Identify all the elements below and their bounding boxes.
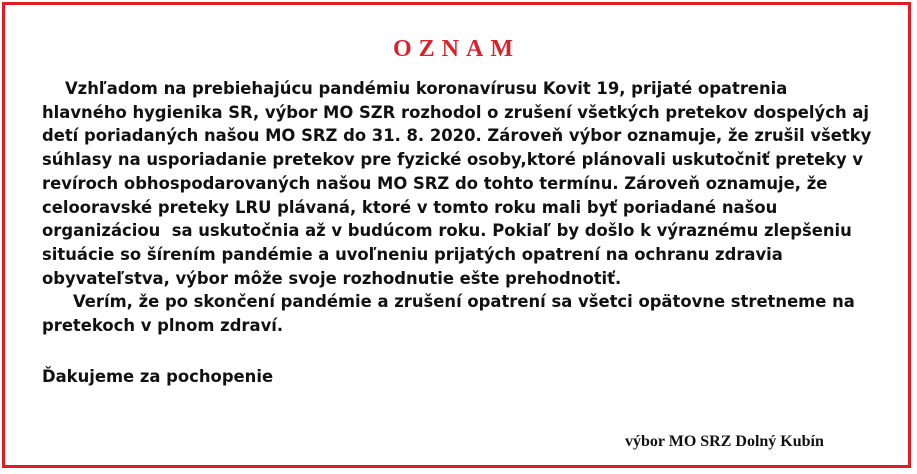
notice-paragraph-2: Verím, že po skončení pandémie a zrušení opatrení sa všetci opätovne stretneme na pretekoch v plnom zdraví.: [42, 292, 861, 336]
notice-body: [42, 77, 878, 338]
notice-frame: [2, 2, 911, 468]
notice-paragraph-1: Vzhľadom na prebiehajúcu pandémiu koronavírusu Kovit 19, prijaté opatrenia hlavného hygienika SR, výbor MO SZR rozhodol o zrušení všetkých pretekov dospelých aj detí poriadaných našou MO SRZ do 31. 8. 2020. Zároveň výbor oznamuje, že zrušil všetky súhlasy na usporiadanie pretekov pre fyzické osoby,ktoré plánovali uskutočniť preteky v revíroch obhospodarovaných našou MO SRZ do tohto termínu. Zároveň oznamuje, že celooravské preteky LRU plávaná, ktoré v tomto roku mali byť poriadané našou organizáciou sa uskutočnia až v budúcom roku. Pokiaľ by došlo k výraznému zlepšeniu situácie so šírením pandémie a uvoľneniu prijatých opatrení na ochranu zdravia obyvateľstva, výbor môže svoje rozhodnutie ešte prehodnotiť.: [42, 79, 878, 288]
notice-title: OZNAM: [393, 36, 520, 62]
thanks-line: Ďakujeme za pochopenie: [42, 367, 274, 386]
signature: výbor MO SRZ Dolný Kubín: [625, 433, 824, 450]
